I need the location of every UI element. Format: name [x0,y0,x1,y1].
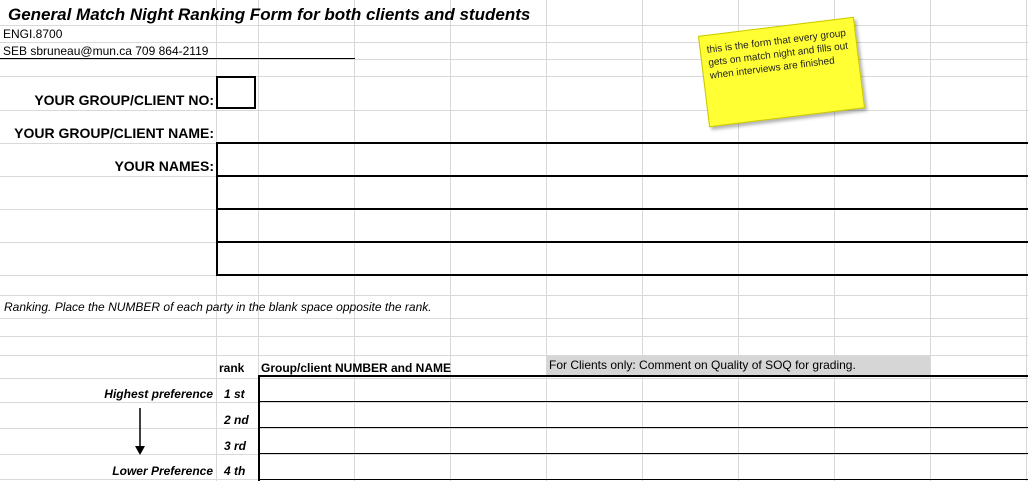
gridline [0,42,1028,43]
table-row-border [258,427,1028,428]
name-underline [216,208,1028,210]
course-code: ENGI.8700 [3,27,63,41]
rank-1-label: 1 st [224,387,245,401]
name-underline [216,274,1028,276]
rank-2-entry[interactable] [260,403,1028,427]
lower-preference-label: Lower Preference [112,464,213,478]
group-name-underline [216,142,1028,144]
gridline [0,110,1028,111]
contact-underline [0,58,355,59]
rank-4-entry[interactable] [260,455,1028,479]
gridline [0,59,1028,60]
gridline [0,25,1028,26]
table-row-border [258,479,1028,480]
gridline [0,318,1028,319]
highest-preference-label: Highest preference [104,387,213,401]
sticky-note[interactable] [698,17,865,127]
group-no-label: YOUR GROUP/CLIENT NO: [34,92,214,108]
rank-3-label: 3 rd [224,439,247,453]
names-left-border [216,142,218,276]
gridline [0,295,1028,296]
gridline [0,336,1028,337]
group-no-input[interactable] [216,76,256,109]
soq-comment-header: For Clients only: Comment on Quality of SOQ for grading. [546,356,930,375]
gridline [0,76,1028,77]
arrow-down-icon [133,408,147,456]
rank-1-entry[interactable] [260,377,1028,401]
rank-2-label: 2 nd [224,413,249,427]
names-label: YOUR NAMES: [114,158,214,174]
name-underline [216,241,1028,243]
group-name-input[interactable] [217,112,1028,142]
table-row-border [258,401,1028,402]
contact-info: SEB sbruneau@mun.ca 709 864-2119 [3,44,209,58]
name-input-4[interactable] [217,244,1028,274]
table-row-border [258,453,1028,454]
group-name-label: YOUR GROUP/CLIENT NAME: [14,125,214,141]
name-underline [216,175,1028,177]
group-client-header: Group/client NUMBER and NAME [261,361,452,375]
sticky-note-text: this is the form that every group gets on match night and fills out when interviews are finished [706,27,849,82]
rank-header: rank [219,361,245,375]
name-input-3[interactable] [217,211,1028,241]
form-title: General Match Night Ranking Form for both clients and students [8,5,531,24]
name-input-1[interactable] [217,145,1028,175]
name-input-2[interactable] [217,178,1028,208]
rank-3-entry[interactable] [260,429,1028,453]
ranking-instruction: Ranking. Place the NUMBER of each party in the blank space opposite the rank. [4,300,432,314]
rank-4-label: 4 th [224,464,246,478]
